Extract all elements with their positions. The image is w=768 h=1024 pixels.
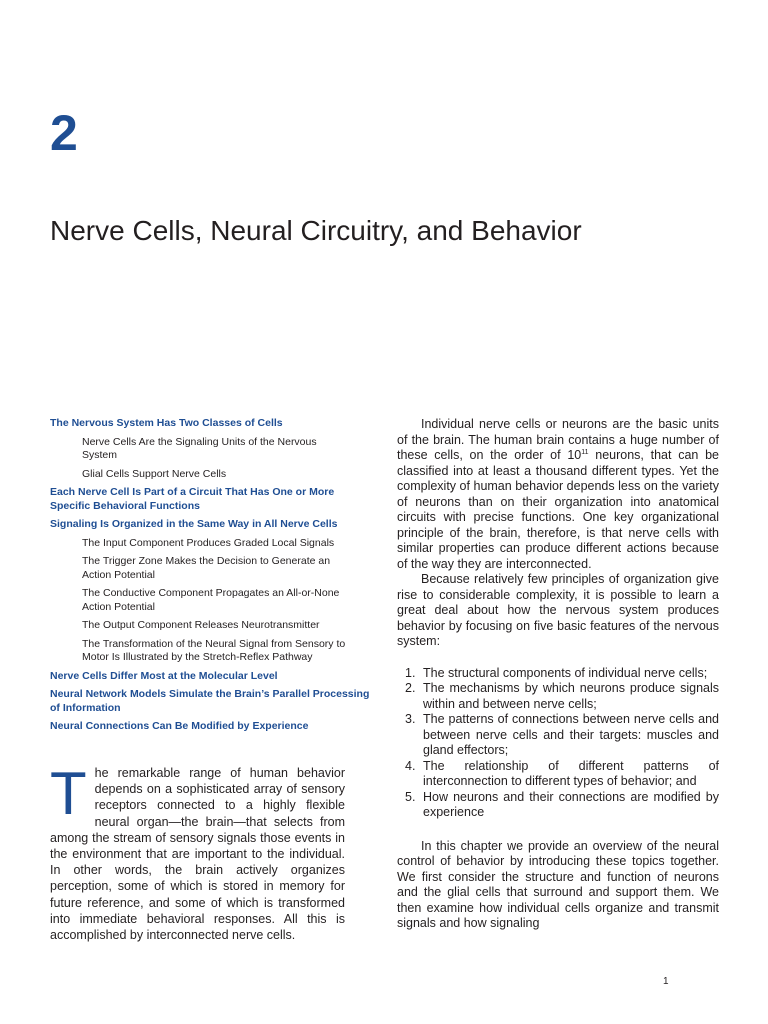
list-text: The structural components of individual nerve cells; xyxy=(423,665,708,680)
list-number: 2. xyxy=(405,681,416,695)
list-item xyxy=(397,759,719,790)
outline-heading: Signaling Is Organized in the Same Way in All Nerve Cells xyxy=(50,518,338,530)
outline-subheading: The Output Component Releases Neurotransmitter xyxy=(82,619,320,631)
body-paragraph: In this chapter we provide an overview of the neural control of behavior by introducing these topics together. We first consider the structure and function of neurons and the glial cells that surround and support them. We then examine how individual cells organize and transmit signals and how signaling xyxy=(397,838,719,930)
list-text: The mechanisms by which neurons produce signals within and between nerve cells; xyxy=(423,681,719,711)
intro-paragraph xyxy=(50,760,345,943)
list-number: 4. xyxy=(405,758,416,773)
list-item xyxy=(397,712,719,759)
chapter-outline xyxy=(50,417,370,739)
body-paragraph xyxy=(397,417,719,572)
features-list xyxy=(397,666,719,821)
list-item xyxy=(397,681,719,712)
outline-subheading: Glial Cells Support Nerve Cells xyxy=(82,467,227,480)
list-number: 3. xyxy=(405,712,416,726)
outline-heading: Neural Connections Can Be Modified by Experience xyxy=(50,720,309,732)
list-text: How neurons and their connections are modified by experience xyxy=(423,789,719,819)
outline-subheading: The Transformation of the Neural Signal from Sensory to Motor Is Illustrated by the Stretch-Reflex Pathway xyxy=(82,637,346,663)
intro-text: he remarkable range of human behavior depends on a sophisticated array of sensory receptors connected to a highly flexible neural organ—the brain—that selects from among the stream of sensory signals those events in the environment that are important to the individual. In other words, the brain actively organizes perception, some of which is stored in memory for future reference, and some of which is transformed into immediate behavioral responses. All this is accomplished by interconnected nerve cells. xyxy=(50,766,345,943)
body-column xyxy=(397,417,719,932)
outline-subheading: The Input Component Produces Graded Local Signals xyxy=(82,536,335,549)
drop-cap: T xyxy=(50,760,87,827)
outline-heading: Each Nerve Cell Is Part of a Circuit That Has One or More Specific Behavioral Functions xyxy=(50,486,335,512)
body-paragraph: Because relatively few principles of organization give rise to considerable complexity, it is possible to learn a great deal about how the nervous system produces behavior by focusing on five basic features of the nervous system: xyxy=(397,572,719,648)
exponent: 11 xyxy=(581,448,589,456)
list-text: The relationship of different patterns of interconnection to different types of behavior; and xyxy=(423,758,719,788)
body-text: neurons, that can be classified into at least a thousand different types. Yet the complexity of human behavior depends less on the variety of neurons than on their organization into anatomical circuits with precise functions. One key organizational principle of the brain, therefore, is that nerve cells with similar properties can produce different actions because of the way they are interconnected. xyxy=(397,448,719,571)
outline-subheading: Nerve Cells Are the Signaling Units of the Nervous System xyxy=(82,435,317,461)
list-number: 5. xyxy=(405,789,416,804)
list-number: 1. xyxy=(405,665,416,680)
outline-heading: The Nervous System Has Two Classes of Cells xyxy=(50,417,283,429)
outline-heading: Nerve Cells Differ Most at the Molecular Level xyxy=(50,669,278,682)
chapter-title: Nerve Cells, Neural Circuitry, and Behavior xyxy=(50,215,582,246)
body-text: Individual nerve cells or neurons are the basic units of the brain. The human brain contains a huge number of these cells, on the order of 10 xyxy=(397,417,719,462)
list-item xyxy=(397,666,719,682)
list-text: The patterns of connections between nerve cells and between nerve cells and their targets: muscles and gland effectors; xyxy=(423,712,719,757)
outline-subheading: The Conductive Component Propagates an All-or-None Action Potential xyxy=(82,587,340,613)
list-item xyxy=(397,790,719,821)
outline-subheading: The Trigger Zone Makes the Decision to Generate an Action Potential xyxy=(82,555,331,581)
chapter-number: 2 xyxy=(50,105,78,161)
page-number: 1 xyxy=(663,976,669,987)
outline-heading: Neural Network Models Simulate the Brain’s Parallel Processing of Information xyxy=(50,688,370,714)
